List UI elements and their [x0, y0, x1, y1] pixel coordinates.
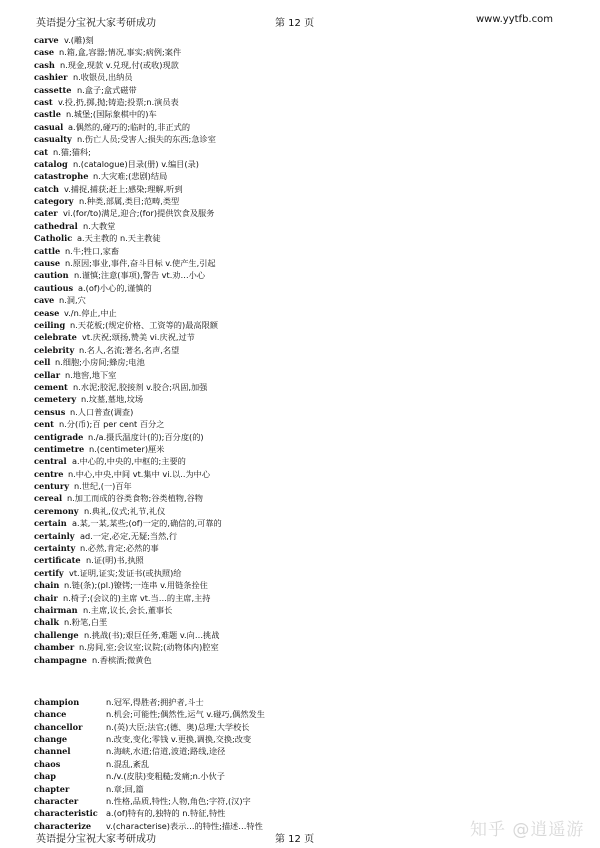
headword: cat: [34, 146, 49, 157]
headword: cautious: [34, 282, 74, 293]
headword: cease: [34, 307, 60, 318]
definition: n.粉笔,白垩: [64, 617, 108, 628]
headword: casual: [34, 121, 64, 132]
definition: n.天花板;(规定价格、工资等的)最高限额: [70, 319, 218, 330]
definition: n.机会;可能性;偶然性,运气 v.碰巧,偶然发生: [106, 709, 265, 720]
vocab-entry: [34, 121, 574, 133]
header-page-number: 第 12 页: [275, 18, 315, 29]
headword: chance: [34, 709, 67, 720]
definition: n./v.(皮肤)变粗糙;发痛;n.小伙子: [106, 771, 225, 782]
headword: change: [34, 734, 68, 745]
definition: v.投,扔,掷,抛;铸造;投票;n.演员表: [58, 96, 179, 107]
vocab-entry: [34, 616, 574, 628]
headword: casualty: [34, 134, 72, 145]
group-gap: [34, 666, 574, 696]
vocab-entry: [34, 307, 574, 319]
vocab-entry: [34, 393, 574, 405]
definition: v.捕捉,捕获;赶上;感染;理解,听到: [64, 183, 183, 194]
vocab-entry: [34, 758, 574, 770]
definition: n.挑战(书);艰巨任务,难题 v.向…挑战: [84, 629, 220, 640]
headword: characterize: [34, 820, 92, 831]
vocab-entry: [34, 455, 574, 467]
definition: n.香槟酒;微黄色: [92, 654, 152, 665]
definition: n.章;回,篇: [106, 783, 144, 794]
vocab-entry: [34, 133, 574, 145]
vocab-entry: [34, 158, 574, 170]
headword: century: [34, 481, 69, 492]
definition: a.天主教的 n.天主教徒: [77, 233, 161, 244]
definition: n.盒子;盒式磁带: [77, 84, 137, 95]
definition: n.种类,部属,类目;范畴,类型: [79, 196, 180, 207]
vocab-entry: [34, 34, 574, 46]
definition: n.现金,现款 v.兑现,付(或收)现款: [60, 59, 179, 70]
definition: n.伤亡人员;受害人;损失的东西;急诊室: [77, 134, 216, 145]
headword: cassette: [34, 84, 72, 95]
definition: n.坟墓,墓地,坟场: [81, 394, 144, 405]
vocab-entry: [34, 71, 574, 83]
headword: ceiling: [34, 319, 66, 330]
headword: catastrophe: [34, 171, 89, 182]
headword: cellar: [34, 369, 61, 380]
definition: n.主席,议长,会长,董事长: [83, 604, 173, 615]
vocabulary-list: [34, 34, 574, 832]
definition: n.名人,名流;著名,名声,名望: [79, 344, 180, 355]
vocab-entry: [34, 783, 574, 795]
headword: characteristic: [34, 808, 98, 819]
vocab-entry: [34, 344, 574, 356]
headword: chair: [34, 592, 58, 603]
footer-page-number: 第 12 页: [275, 834, 315, 845]
vocab-entry: [34, 641, 574, 653]
header-left: 英语提分宝祝大家考研成功: [36, 18, 156, 29]
headword: case: [34, 47, 55, 58]
vocab-entry: [34, 207, 574, 219]
headword: cent: [34, 419, 54, 430]
vocab-entry: [34, 406, 574, 418]
headword: chapter: [34, 783, 70, 794]
headword: cave: [34, 295, 55, 306]
definition: n.证(明)书,执照: [86, 555, 144, 566]
headword: cause: [34, 258, 61, 269]
headword: certificate: [34, 555, 81, 566]
definition: a.某,一某,某些;(of)一定的,确信的,可靠的: [72, 518, 222, 529]
headword: cast: [34, 96, 53, 107]
vocab-entry: [34, 592, 574, 604]
vocab-entry: [34, 96, 574, 108]
vocab-entry: [34, 733, 574, 745]
headword: champagne: [34, 654, 87, 665]
definition: n.椅子;(会议的)主席 vt.当…的主席,主持: [63, 592, 211, 603]
definition: n.世纪,(一)百年: [74, 481, 132, 492]
definition: vi.(for/to)满足,迎合;(for)提供饮食及服务: [63, 208, 215, 219]
definition: a.中心的,中央的,中枢的;主要的: [72, 456, 186, 467]
headword: cell: [34, 357, 51, 368]
vocab-entry: [34, 418, 574, 430]
definition: ad.一定,必定,无疑;当然,行: [80, 530, 178, 541]
definition: n.典礼,仪式;礼节,礼仪: [84, 505, 166, 516]
headword: cereal: [34, 493, 63, 504]
vocab-entry: [34, 170, 574, 182]
vocab-entry: [34, 696, 574, 708]
vocab-entry: [34, 530, 574, 542]
headword: champion: [34, 696, 80, 707]
vocabulary-group-b: [34, 696, 574, 832]
headword: Catholic: [34, 233, 73, 244]
headword: cattle: [34, 245, 61, 256]
vocab-entry: [34, 195, 574, 207]
headword: certify: [34, 567, 64, 578]
definition: n.猫;猫科;: [53, 146, 91, 157]
definition: n.房间,室;会议室;议院;(动物体内)腔室: [79, 642, 219, 653]
definition: vt.证明,证实;发证书(或执照)给: [69, 567, 182, 578]
definition: n.大教堂: [83, 220, 116, 231]
headword: cemetery: [34, 394, 77, 405]
vocab-entry: [34, 708, 574, 720]
headword: chalk: [34, 617, 60, 628]
vocab-entry: [34, 319, 574, 331]
definition: n.改变,变化;零钱 v.更换,调换,交换;改变: [106, 734, 252, 745]
headword: celebrate: [34, 332, 77, 343]
definition: n.加工而成的谷类食物;谷类植物,谷物: [67, 493, 203, 504]
headword: cashier: [34, 72, 68, 83]
headword: ceremony: [34, 505, 79, 516]
definition: n.洞,穴: [59, 295, 86, 306]
headword: chancellor: [34, 721, 83, 732]
definition: n.中心,中央,中间 vt.集中 vi.以..为中心: [68, 468, 211, 479]
headword: catch: [34, 183, 60, 194]
definition: n.箱,盒,容器;情况,事实;病例;案件: [59, 47, 182, 58]
headword: certainly: [34, 530, 75, 541]
vocab-entry: [34, 369, 574, 381]
headword: certainty: [34, 543, 76, 554]
vocab-entry: [34, 146, 574, 158]
definition: n.收银员,出纳员: [73, 72, 133, 83]
vocab-entry: [34, 604, 574, 616]
vocab-entry: [34, 554, 574, 566]
vocab-entry: [34, 517, 574, 529]
vocab-entry: [34, 745, 574, 757]
headword: certain: [34, 518, 67, 529]
vocab-entry: [34, 108, 574, 120]
headword: challenge: [34, 629, 79, 640]
definition: a.偶然的,碰巧的;临时的,非正式的: [68, 121, 191, 132]
vocab-entry: [34, 220, 574, 232]
vocab-entry: [34, 381, 574, 393]
headword: carve: [34, 35, 59, 45]
vocab-entry: [34, 492, 574, 504]
vocab-entry: [34, 443, 574, 455]
vocab-entry: [34, 468, 574, 480]
vocab-entry: [34, 183, 574, 195]
vocab-entry: [34, 542, 574, 554]
vocab-entry: [34, 282, 574, 294]
headword: chain: [34, 580, 60, 591]
definition: n.城堡;(国际象棋中的)车: [66, 109, 157, 120]
headword: category: [34, 196, 74, 207]
headword: character: [34, 796, 79, 807]
definition: n.混乱,紊乱: [106, 758, 150, 769]
vocab-entry: [34, 654, 574, 666]
definition: v.(characterise)表示…的特性;描述…特性: [106, 820, 263, 831]
headword: centre: [34, 468, 64, 479]
vocab-entry: [34, 331, 574, 343]
vocab-entry: [34, 579, 574, 591]
definition: n.(catalogue)目录(册) v.编目(录): [73, 158, 199, 169]
vocab-entry: [34, 294, 574, 306]
headword: celebrity: [34, 344, 75, 355]
headword: central: [34, 456, 67, 467]
headword: cater: [34, 208, 58, 219]
headword: chairman: [34, 604, 78, 615]
definition: n.地窖,地下室: [65, 369, 117, 380]
headword: cement: [34, 381, 68, 392]
vocab-entry: [34, 356, 574, 368]
definition: n.冠军,得胜者;拥护者,斗士: [106, 696, 204, 707]
headword: caution: [34, 270, 69, 281]
headword: channel: [34, 746, 71, 757]
definition: n.海峡,水道;信道,波道;路线,途径: [106, 746, 226, 757]
headword: cash: [34, 59, 55, 70]
definition: n.牛;牲口,家畜: [65, 245, 120, 256]
definition: n./a.摄氏温度计(的);百分度(的): [88, 431, 204, 442]
headword: cathedral: [34, 220, 78, 231]
definition: v.(雕)刻: [64, 35, 94, 45]
vocab-entry: [34, 46, 574, 58]
headword: chaos: [34, 758, 61, 769]
definition: n.人口普查(调查): [70, 406, 134, 417]
headword: catalog: [34, 158, 68, 169]
definition: vt.庆祝;颂扬,赞美 vi.庆祝,过节: [82, 332, 195, 343]
definition: n.分(币);百 per cent 百分之: [59, 419, 165, 430]
definition: a.(of)特有的,独特的 n.特征,特性: [106, 808, 226, 819]
headword: census: [34, 406, 66, 417]
headword: chamber: [34, 642, 75, 653]
vocab-entry: [34, 232, 574, 244]
vocab-entry: [34, 59, 574, 71]
vocab-entry: [34, 269, 574, 281]
definition: a.(of)小心的,谨慎的: [78, 282, 152, 293]
vocab-entry: [34, 629, 574, 641]
vocab-entry: [34, 245, 574, 257]
headword: centimetre: [34, 443, 85, 454]
definition: n.链(条);(pl.)镣铐;一连串 v.用链条拴住: [64, 580, 208, 591]
vocab-entry: [34, 84, 574, 96]
definition: v./n.停止,中止: [64, 307, 117, 318]
headword: centigrade: [34, 431, 84, 442]
definition: n.细胞;小房间;蜂房;电池: [55, 357, 145, 368]
watermark: 知乎 @逍遥游: [470, 820, 585, 840]
definition: n.必然,肯定;必然的事: [80, 543, 159, 554]
vocab-entry: [34, 480, 574, 492]
vocabulary-group-a: [34, 34, 574, 666]
definition: n.大灾难;(悲剧)结局: [93, 171, 168, 182]
vocab-entry: [34, 795, 574, 807]
definition: n.水泥;胶泥,胶接剂 v.胶合;巩固,加强: [73, 381, 208, 392]
definition: n.(centimeter)厘米: [89, 443, 165, 454]
header-website: www.yytfb.com: [476, 14, 553, 25]
vocab-entry: [34, 431, 574, 443]
headword: chap: [34, 771, 56, 782]
definition: n.谨慎;注意(事项),警告 vt.劝…小心: [74, 270, 206, 281]
vocab-entry: [34, 721, 574, 733]
vocab-entry: [34, 505, 574, 517]
definition: n.性格,品质,特性;人物,角色;字符,(汉)字: [106, 796, 251, 807]
footer-left: 英语提分宝祝大家考研成功: [36, 834, 156, 845]
definition: n.(英)大臣;法官;(德、奥)总理;大学校长: [106, 721, 250, 732]
vocab-entry: [34, 257, 574, 269]
definition: n.原因;事业,事件,奋斗目标 v.使产生,引起: [65, 258, 216, 269]
vocab-entry: [34, 567, 574, 579]
headword: castle: [34, 109, 62, 120]
vocab-entry: [34, 770, 574, 782]
